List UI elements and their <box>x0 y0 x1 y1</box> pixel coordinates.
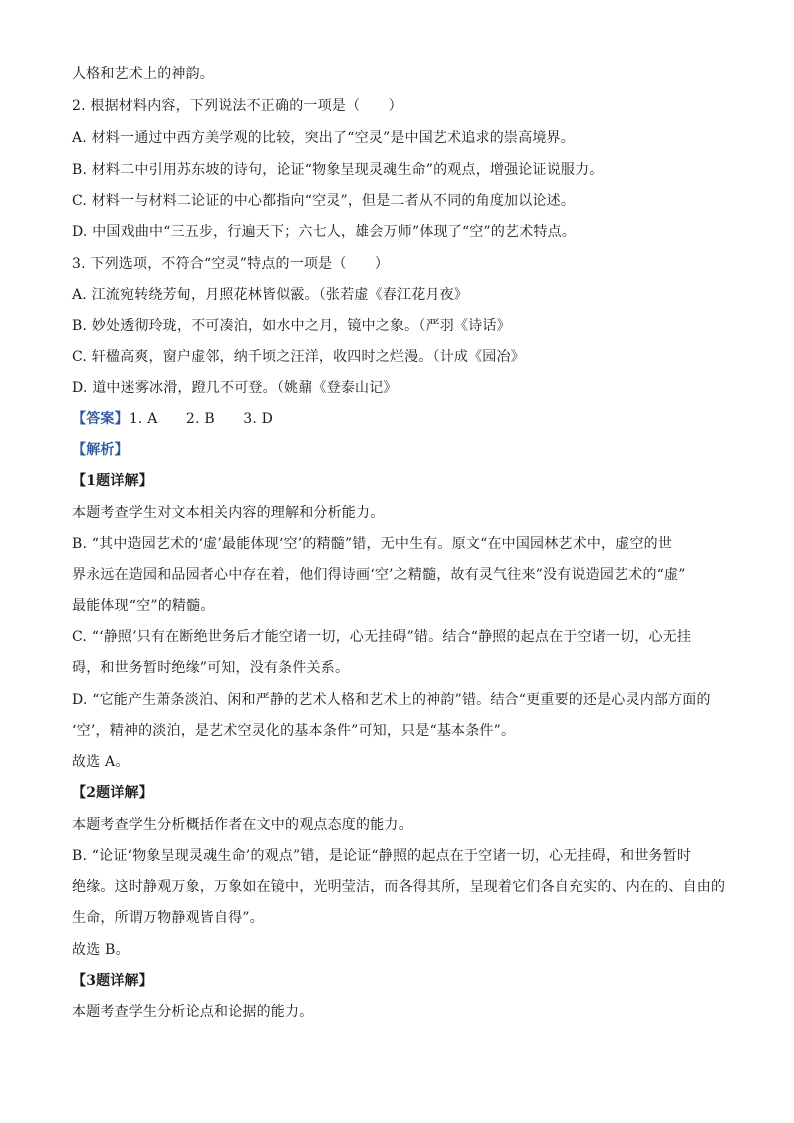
section-heading-q1: 【1题详解】 <box>72 473 153 489</box>
text-line: 本题考查学生分析论点和论据的能力。 <box>72 1004 314 1020</box>
text-line: ‘空’，精神的淡泊，是艺术空灵化的基本条件”可知，只是“基本条件”。 <box>72 723 516 739</box>
text-line: 界永远在造园和品园者心中存在着，他们得诗画‘空’之精髓，故有灵气往来”没有说造园艺术的“虚” <box>72 567 686 583</box>
question-3-option-d: D. 道中迷雾冰滑，蹬几不可登。（姚鼐《登泰山记》 <box>72 380 398 396</box>
question-3-option-c: C. 轩楹高爽，窗户虚邻，纳千顷之汪洋，收四时之烂漫。（计成《园冶》 <box>72 349 525 365</box>
text-line: 本题考查学生对文本相关内容的理解和分析能力。 <box>72 505 385 521</box>
section-heading-q2: 【2题详解】 <box>72 785 153 801</box>
question-2-option-d: D. 中国戏曲中“三五步，行遍天下；六七人，雄会万师”体现了“空”的艺术特点。 <box>72 224 577 240</box>
question-2-stem: 2. 根据材料内容，下列说法不正确的一项是（ ） <box>72 98 403 114</box>
question-3-stem: 3. 下列选项，不符合“空灵”特点的一项是（ ） <box>72 256 390 272</box>
text-line: 碍，和世务暂时绝缘”可知，没有条件关系。 <box>72 660 350 676</box>
text-line: 生命，所谓万物静观皆自得”。 <box>72 910 264 926</box>
text-line: B. “其中造园艺术的‘虚’最能体现‘空’的精髓”错，无中生有。原文“在中国园林艺术中，虚空的世 <box>72 536 673 552</box>
question-2-option-b: B. 材料二中引用苏东坡的诗句，论证“物象呈现灵魂生命”的观点，增强论证说服力。 <box>72 162 604 178</box>
question-3-option-a: A. 江流宛转绕芳甸，月照花林皆似霰。（张若虚《春江花月夜》 <box>72 287 469 303</box>
section-heading-q3: 【3题详解】 <box>72 973 153 989</box>
question-3-option-b: B. 妙处透彻玲珑，不可凑泊，如水中之月，镜中之象。（严羽《诗话》 <box>72 318 511 334</box>
question-2-option-a: A. 材料一通过中西方美学观的比较，突出了“空灵”是中国艺术追求的崇高境界。 <box>72 130 575 146</box>
text-line: D. “它能产生萧条淡泊、闲和严静的艺术人格和艺术上的神韵”错。结合“更重要的还是心灵内部方面的 <box>72 692 711 708</box>
answer-line <box>72 409 732 429</box>
question-2-option-c: C. 材料一与材料二论证的中心都指向“空灵”，但是二者从不同的角度加以论述。 <box>72 193 576 209</box>
text-line: 人格和艺术上的神韵。 <box>72 66 214 82</box>
text-line: 故选 A。 <box>72 754 130 770</box>
text-line: 绝缘。这时静观万象，万象如在镜中，光明莹洁，而各得其所，呈现着它们各自充实的、内在的、自由的 <box>72 879 726 895</box>
text-line: 最能体现“空”的精髓。 <box>72 598 215 614</box>
answer-text: 1. A 2. B 3. D <box>128 411 274 427</box>
answer-tag: 【答案】 <box>72 411 129 427</box>
text-line: C. “‘静照’只有在断绝世务后才能空诸一切，心无挂碍”错。结合“静照的起点在于空诸一切，心无挂 <box>72 629 692 645</box>
text-line: 故选 B。 <box>72 942 130 958</box>
text-line: 本题考查学生分析概括作者在文中的观点态度的能力。 <box>72 817 413 833</box>
analysis-heading: 【解析】 <box>72 442 129 458</box>
text-line: B. “论证‘物象呈现灵魂生命’的观点”错，是论证“静照的起点在于空诸一切，心无挂碍，和世务暂时 <box>72 848 692 864</box>
